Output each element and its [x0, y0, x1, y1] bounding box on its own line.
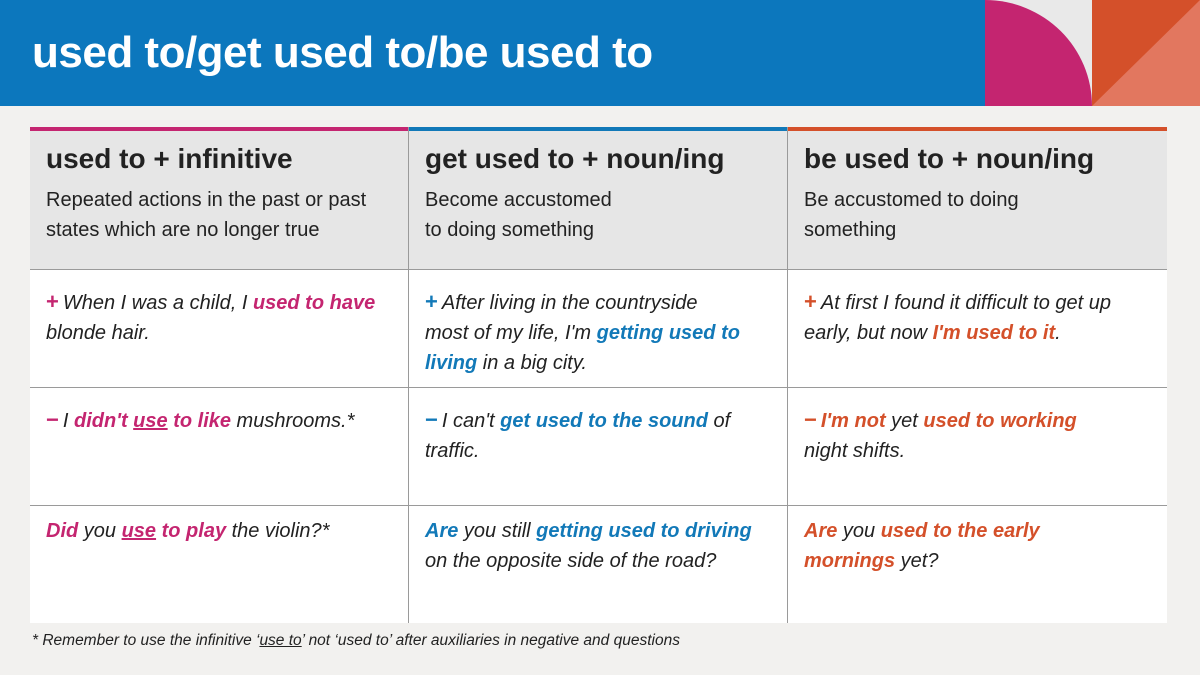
example-text: on the opposite side of the road? — [425, 550, 717, 572]
footnote — [32, 632, 680, 650]
column-1-header — [46, 143, 398, 245]
description-line: Become accustomed — [425, 189, 612, 211]
column-2-question-example — [425, 516, 777, 576]
example-text: of — [707, 410, 731, 432]
column-1-heading: used to + infinitive — [46, 143, 293, 174]
column-2-accent-line — [409, 127, 788, 131]
highlighted-phrase: living — [425, 352, 478, 374]
example-text: in a big city. — [477, 352, 587, 374]
minus-sign: − — [804, 407, 817, 432]
decorative-shapes — [985, 0, 1200, 106]
highlighted-phrase: used to the early — [880, 520, 1040, 542]
highlighted-phrase: Did — [46, 520, 79, 542]
example-text: the violin?* — [226, 520, 330, 542]
highlighted-phrase: getting used to — [596, 322, 740, 344]
row-divider — [30, 505, 1167, 506]
minus-sign: − — [425, 407, 438, 432]
column-divider — [787, 127, 788, 623]
description-line: states which are no longer true — [46, 219, 320, 241]
example-text: you still — [458, 520, 537, 542]
column-2-positive-example — [425, 287, 777, 378]
example-text: most of my life, I'm — [425, 322, 597, 344]
highlighted-phrase: to like — [173, 410, 231, 432]
example-text: After living in the countryside — [441, 292, 698, 314]
description-line: something — [804, 219, 897, 241]
column-3-header — [804, 143, 1156, 245]
description-line: Be accustomed to doing — [804, 189, 1019, 211]
footnote-underlined: use to — [259, 632, 302, 649]
example-text: you — [78, 520, 122, 542]
column-3-description — [804, 185, 1156, 245]
footnote-text: * Remember to use the infinitive ‘ — [32, 632, 260, 649]
example-text: blonde hair. — [46, 322, 150, 344]
example-text: yet? — [895, 550, 939, 572]
example-text: yet — [885, 410, 924, 432]
example-text: . — [1055, 322, 1061, 344]
column-3-positive-example — [804, 287, 1156, 348]
grammar-table — [30, 127, 1167, 623]
plus-sign: + — [46, 289, 59, 314]
plus-sign: + — [425, 289, 438, 314]
column-1-question-example — [46, 516, 398, 546]
column-2-description — [425, 185, 777, 245]
minus-sign: − — [46, 407, 59, 432]
column-2-header — [425, 143, 777, 245]
example-text: traffic. — [425, 440, 480, 462]
page-title: used to/get used to/be used to — [32, 28, 653, 77]
highlighted-phrase: to play — [161, 520, 227, 542]
highlighted-phrase: Are — [425, 520, 459, 542]
column-1-positive-example — [46, 287, 398, 348]
example-text: I can't — [441, 410, 501, 432]
column-1-description — [46, 185, 398, 245]
column-1-negative-example — [46, 405, 398, 436]
highlighted-phrase: get used to the sound — [500, 410, 708, 432]
example-text: night shifts. — [804, 440, 906, 462]
highlighted-phrase: getting used to driving — [536, 520, 752, 542]
row-divider — [30, 269, 1167, 270]
underlined-phrase: use — [133, 410, 168, 432]
column-1-accent-line — [30, 127, 409, 131]
highlighted-phrase: didn't — [73, 410, 128, 432]
footnote-text: ’ not ‘used to’ after auxiliaries in negative and questions — [301, 632, 680, 649]
example-text: early, but now — [804, 322, 933, 344]
example-text: At first I found it difficult to get up — [820, 292, 1112, 314]
example-text: When I was a child, I — [62, 292, 253, 314]
column-3-heading: be used to + noun/ing — [804, 143, 1095, 174]
column-3-question-example — [804, 516, 1156, 576]
highlighted-phrase: used to have — [252, 292, 376, 314]
underlined-phrase: use — [121, 520, 157, 542]
column-2-heading: get used to + noun/ing — [425, 143, 725, 174]
plus-sign: + — [804, 289, 817, 314]
example-text: I — [62, 410, 74, 432]
example-text: mushrooms.* — [231, 410, 355, 432]
column-divider — [408, 127, 409, 623]
description-line: Repeated actions in the past or past — [46, 189, 367, 211]
highlighted-phrase: mornings — [804, 550, 896, 572]
column-3-negative-example — [804, 405, 1156, 466]
row-divider — [30, 387, 1167, 388]
header-banner — [0, 0, 1200, 106]
column-3-accent-line — [788, 127, 1167, 131]
highlighted-phrase: used to working — [923, 410, 1077, 432]
column-2-negative-example — [425, 405, 777, 466]
description-line: to doing something — [425, 219, 595, 241]
highlighted-phrase: I'm not — [820, 410, 886, 432]
highlighted-phrase: I'm used to it — [932, 322, 1056, 344]
example-text: you — [837, 520, 881, 542]
highlighted-phrase: Are — [804, 520, 838, 542]
